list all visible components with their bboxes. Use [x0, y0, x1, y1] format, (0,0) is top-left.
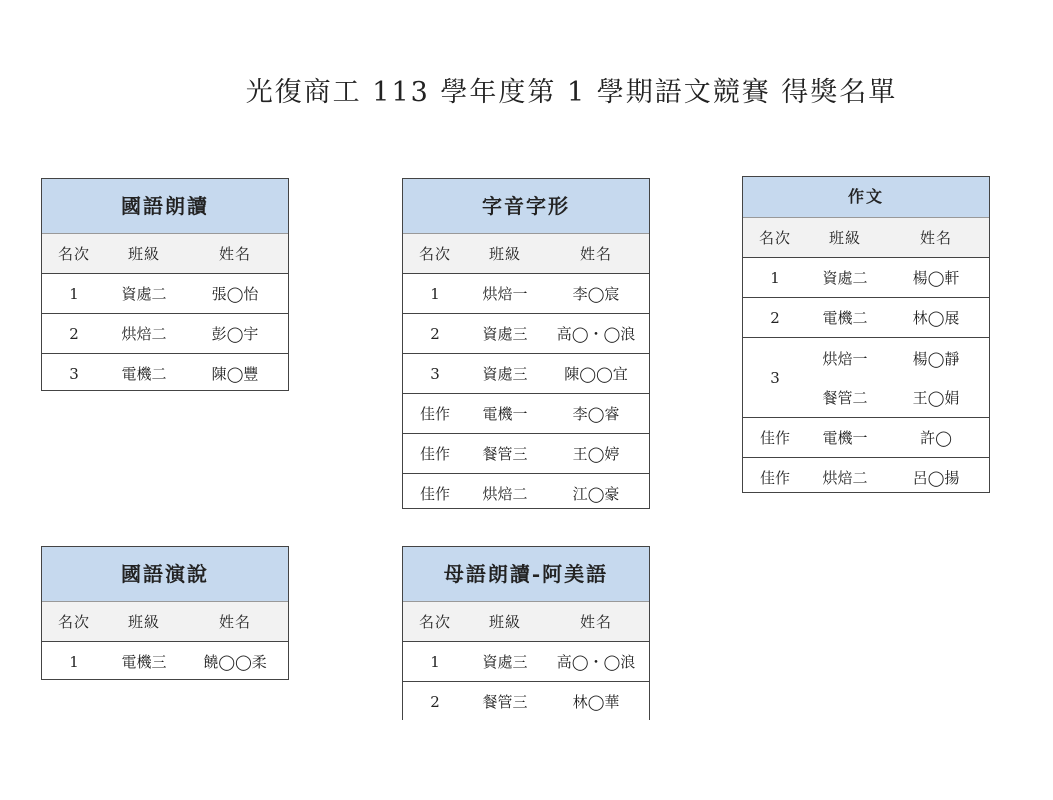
cell-rank: 3 — [69, 364, 79, 383]
table-title: 國語朗讀 — [42, 179, 288, 234]
cell-class-group — [807, 338, 883, 417]
cell-rank: 1 — [69, 284, 79, 303]
table-row — [42, 313, 288, 353]
cell-name: 彭◯宇 — [211, 325, 259, 343]
table-header-row — [42, 602, 288, 641]
header-class: 班級 — [488, 613, 521, 631]
cell-class: 資處三 — [482, 653, 528, 671]
table-row — [743, 257, 989, 297]
cell-class: 資處三 — [482, 325, 528, 343]
cell-class: 電機二 — [121, 365, 167, 383]
cell-rank: 3 — [770, 368, 780, 387]
cell-name: 張◯怡 — [211, 285, 259, 303]
header-rank: 名次 — [57, 613, 90, 631]
table-title: 作文 — [743, 177, 989, 218]
cell-name: 林◯展 — [912, 309, 960, 327]
cell-name-group — [883, 338, 989, 417]
cell-rank: 佳作 — [759, 469, 790, 487]
header-rank: 名次 — [418, 245, 451, 263]
header-name: 姓名 — [919, 229, 952, 247]
table-row — [403, 473, 649, 513]
cell-name: 高◯・◯浪 — [556, 325, 636, 343]
table-row — [743, 457, 989, 497]
cell-rank: 1 — [430, 284, 440, 303]
cell-class: 烘焙一 — [482, 285, 528, 303]
cell-name: 饒◯◯柔 — [203, 653, 267, 671]
cell-rank: 1 — [430, 652, 440, 671]
header-name: 姓名 — [218, 613, 251, 631]
cell-rank: 2 — [770, 308, 780, 327]
cell-class: 電機一 — [482, 405, 528, 423]
cell-rank: 3 — [430, 364, 440, 383]
cell-name: 林◯華 — [572, 693, 620, 711]
header-class: 班級 — [127, 245, 160, 263]
table-row — [403, 313, 649, 353]
cell-rank: 2 — [69, 324, 79, 343]
award-table-pronunciation-writing — [402, 178, 650, 509]
table-row — [743, 337, 989, 417]
cell-rank: 佳作 — [419, 485, 450, 503]
cell-rank: 佳作 — [419, 405, 450, 423]
cell-class: 電機三 — [121, 653, 167, 671]
table-header-row — [403, 602, 649, 641]
table-header-row — [42, 234, 288, 273]
cell-name: 呂◯揚 — [912, 469, 960, 487]
cell-name: 王◯婷 — [572, 445, 620, 463]
cell-class: 烘焙一 — [822, 349, 868, 368]
table-row — [403, 273, 649, 313]
header-rank: 名次 — [57, 245, 90, 263]
cell-name: 陳◯◯宜 — [564, 365, 628, 383]
cell-name: 王◯娟 — [912, 388, 960, 407]
table-row — [403, 681, 649, 721]
cell-class: 烘焙二 — [121, 325, 167, 343]
table-row — [42, 273, 288, 313]
award-table-native-language-reading — [402, 546, 650, 720]
award-table-mandarin-reading — [41, 178, 289, 391]
cell-name: 江◯豪 — [572, 485, 620, 503]
table-row — [42, 641, 288, 681]
header-class: 班級 — [828, 229, 861, 247]
cell-rank: 2 — [430, 692, 440, 711]
cell-class: 餐管二 — [822, 388, 868, 407]
table-title: 國語演說 — [42, 547, 288, 602]
award-table-speech — [41, 546, 289, 680]
cell-rank: 2 — [430, 324, 440, 343]
header-class: 班級 — [488, 245, 521, 263]
table-row — [403, 641, 649, 681]
cell-class: 烘焙二 — [822, 469, 868, 487]
header-rank: 名次 — [418, 613, 451, 631]
cell-class: 電機二 — [822, 309, 868, 327]
cell-rank: 佳作 — [419, 445, 450, 463]
cell-class: 烘焙二 — [482, 485, 528, 503]
cell-class: 餐管三 — [482, 693, 528, 711]
table-row — [743, 417, 989, 457]
cell-class: 資處二 — [822, 269, 868, 287]
header-rank: 名次 — [758, 229, 791, 247]
cell-name: 陳◯豐 — [211, 365, 259, 383]
table-row — [403, 393, 649, 433]
header-name: 姓名 — [579, 613, 612, 631]
cell-name: 李◯睿 — [572, 405, 620, 423]
header-class: 班級 — [127, 613, 160, 631]
cell-name: 李◯宸 — [572, 285, 620, 303]
cell-name: 楊◯靜 — [912, 349, 960, 368]
page-title: 光復商工 113 學年度第 1 學期語文競賽 得獎名單 — [245, 77, 898, 108]
award-table-composition — [742, 176, 990, 493]
table-row — [743, 297, 989, 337]
header-name: 姓名 — [579, 245, 612, 263]
table-title: 母語朗讀-阿美語 — [403, 547, 649, 602]
cell-name: 楊◯軒 — [912, 269, 960, 287]
cell-class: 資處二 — [121, 285, 167, 303]
cell-class: 餐管三 — [482, 445, 528, 463]
cell-rank: 1 — [770, 268, 780, 287]
table-title: 字音字形 — [403, 179, 649, 234]
table-row — [403, 353, 649, 393]
table-header-row — [743, 218, 989, 257]
cell-name: 許◯ — [920, 429, 952, 447]
table-row — [403, 433, 649, 473]
cell-class: 電機一 — [822, 429, 868, 447]
cell-class: 資處三 — [482, 365, 528, 383]
cell-rank: 佳作 — [759, 429, 790, 447]
header-name: 姓名 — [218, 245, 251, 263]
cell-rank: 1 — [69, 652, 79, 671]
cell-name: 高◯・◯浪 — [556, 653, 636, 671]
table-header-row — [403, 234, 649, 273]
table-row — [42, 353, 288, 393]
